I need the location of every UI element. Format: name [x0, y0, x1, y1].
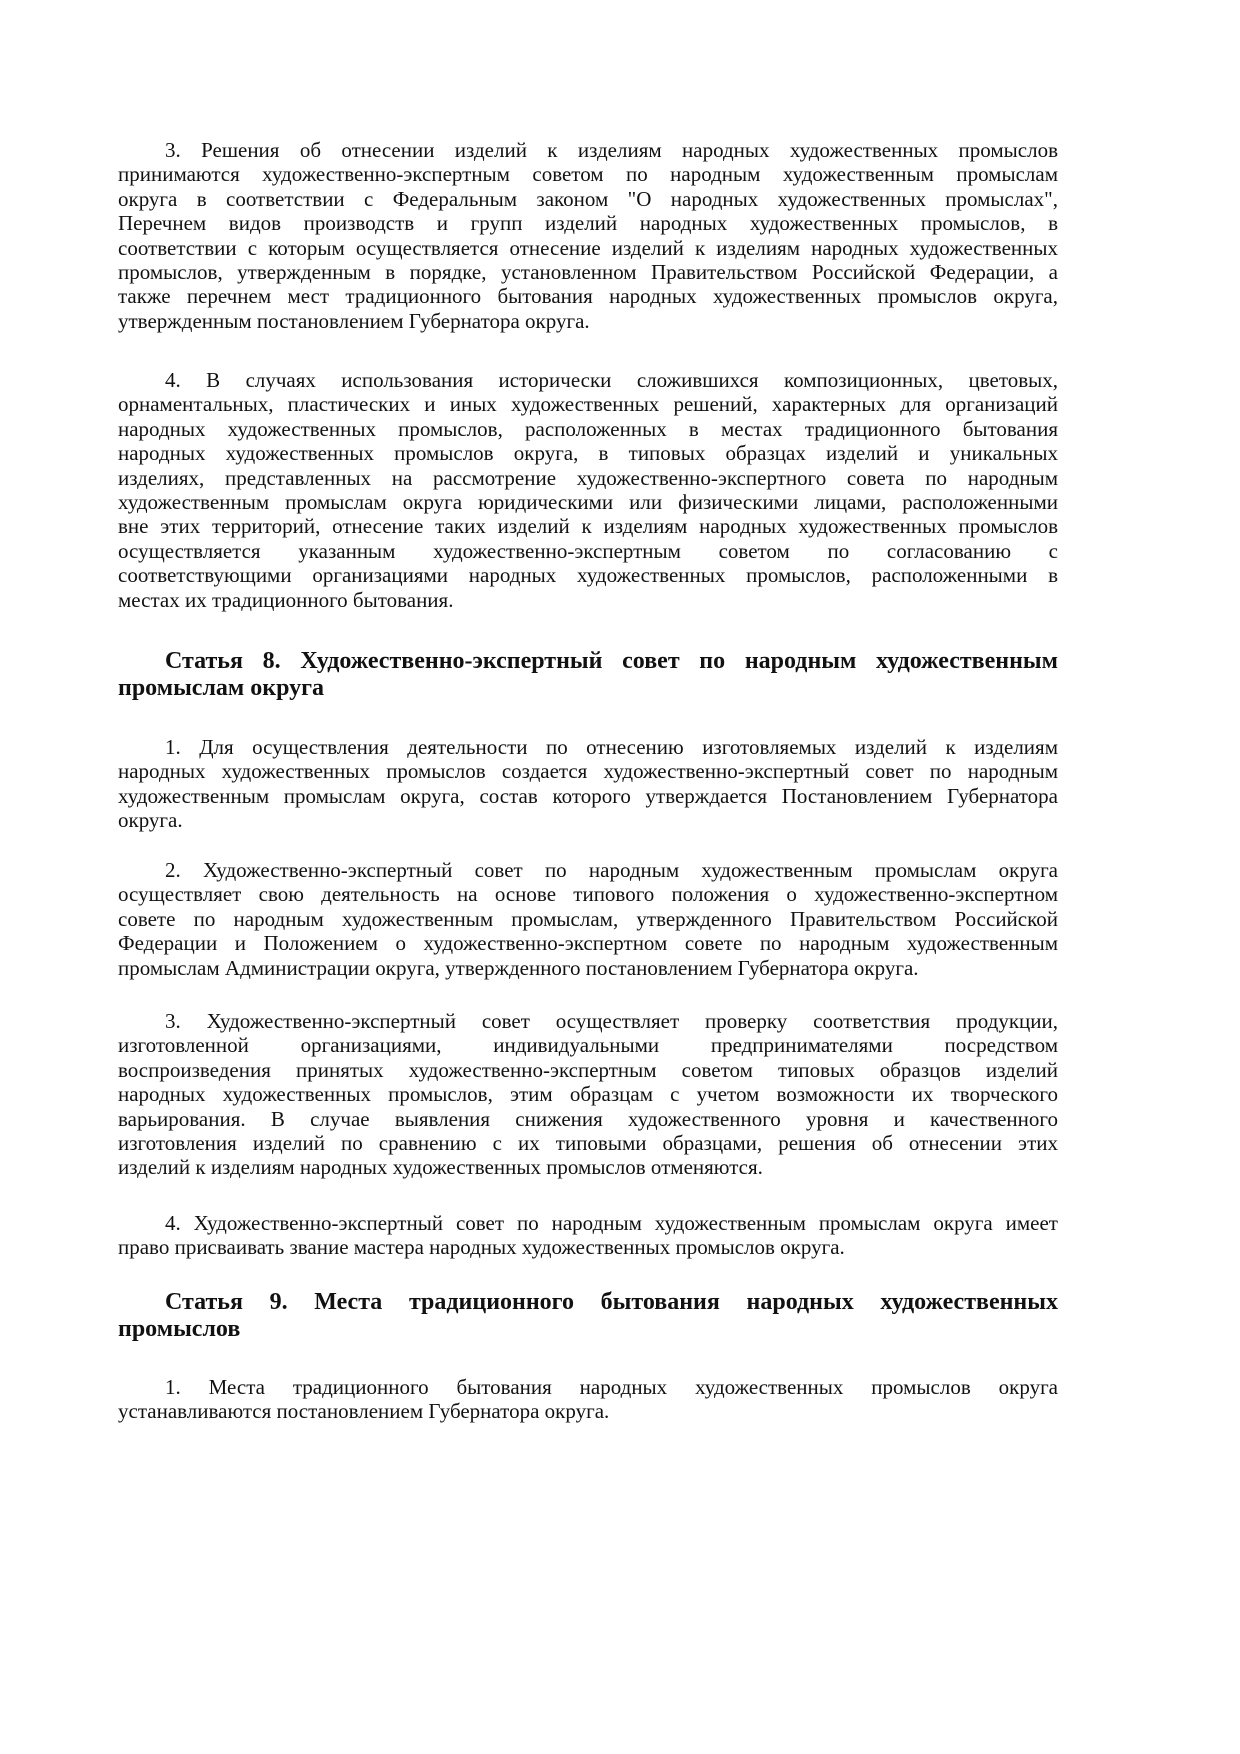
text-line: утвержденным постановлением Губернатора округа.: [118, 308, 590, 333]
paragraph: [118, 1375, 1058, 1424]
text-line: изделиях, представленных на рассмотрение художественно-экспертного совета по народным: [118, 465, 1058, 490]
section-heading: [118, 648, 1058, 702]
paragraph: [118, 735, 1058, 833]
text-line: художественным промыслам округа, состав которого утверждается Постановлением Губернатора: [118, 783, 1058, 808]
text-line: народных художественных промыслов округа, в типовых образцах изделий и уникальных: [118, 441, 1058, 466]
text-line: округа в соответствии с Федеральным законом "О народных художественных промыслах",: [118, 186, 1058, 211]
text-line: округа.: [118, 808, 183, 833]
text-line: орнаментальных, пластических и иных художественных решений, характерных для организаций: [118, 392, 1058, 417]
text-line: осуществляется указанным художественно-экспертным советом по согласованию с: [118, 538, 1058, 563]
paragraph: [118, 1211, 1058, 1260]
text-line: устанавливаются постановлением Губернатора округа.: [118, 1399, 610, 1424]
section-heading: [118, 1289, 1058, 1343]
text-line: Перечнем видов производств и групп изделий народных художественных промыслов, в: [118, 211, 1058, 236]
text-line: 4. Художественно-экспертный совет по народным художественным промыслам округа имеет: [165, 1211, 1058, 1235]
text-line: вне этих территорий, отнесение таких изделий к изделиям народных художественных промыслов: [118, 514, 1058, 539]
text-line: совете по народным художественным промыслам, утвержденного Правительством Российской: [118, 906, 1058, 931]
text-line: промыслов, утвержденным в порядке, установленном Правительством Российской Федерации, а: [118, 259, 1058, 284]
text-line: также перечнем мест традиционного бытования народных художественных промыслов округа,: [118, 284, 1058, 309]
text-line: промыслам округа: [118, 675, 325, 701]
text-line: соответствующими организациями народных художественных промыслов, расположенными в: [118, 563, 1058, 588]
text-line: 4. В случаях использования исторически сложившихся композиционных, цветовых,: [165, 368, 1058, 392]
paragraph: [118, 1009, 1058, 1180]
text-line: народных художественных промыслов, расположенных в местах традиционного бытования: [118, 416, 1058, 441]
text-line: промыслам Администрации округа, утвержденного постановлением Губернатора округа.: [118, 955, 919, 980]
text-line: народных художественных промыслов создается художественно-экспертный совет по народным: [118, 759, 1058, 784]
text-line: воспроизведения принятых художественно-экспертным советом типовых образцов изделий: [118, 1057, 1058, 1082]
text-line: Статья 8. Художественно-экспертный совет по народным художественным: [165, 648, 1058, 674]
text-line: право присваивать звание мастера народных художественных промыслов округа.: [118, 1235, 845, 1260]
text-line: изготовления изделий по сравнению с их типовыми образцами, решения об отнесении этих: [118, 1130, 1058, 1155]
text-line: соответствии с которым осуществляется отнесение изделий к изделиям народных художественных: [118, 235, 1058, 260]
text-line: принимаются художественно-экспертным советом по народным художественным промыслам: [118, 162, 1058, 187]
text-line: 3. Решения об отнесении изделий к изделиям народных художественных промыслов: [165, 138, 1058, 162]
text-line: 3. Художественно-экспертный совет осуществляет проверку соответствия продукции,: [165, 1009, 1058, 1033]
paragraph: [118, 138, 1058, 333]
text-line: 2. Художественно-экспертный совет по народным художественным промыслам округа: [165, 858, 1058, 882]
text-line: изготовленной организациями, индивидуальными предпринимателями посредством: [118, 1033, 1058, 1058]
paragraph: [118, 858, 1058, 980]
paragraph: [118, 368, 1058, 612]
text-line: изделий к изделиям народных художественных промыслов отменяются.: [118, 1155, 763, 1180]
text-line: осуществляет свою деятельность на основе типового положения о художественно-экспертном: [118, 882, 1058, 907]
text-line: промыслов: [118, 1316, 241, 1342]
text-line: Федерации и Положением о художественно-экспертном совете по народным художественным: [118, 931, 1058, 956]
text-line: 1. Места традиционного бытования народных художественных промыслов округа: [165, 1375, 1058, 1399]
text-line: варьирования. В случае выявления снижения художественного уровня и качественного: [118, 1106, 1058, 1131]
text-line: народных художественных промыслов, этим образцам с учетом возможности их творческого: [118, 1082, 1058, 1107]
text-line: художественным промыслам округа юридическими или физическими лицами, расположенными: [118, 489, 1058, 514]
text-line: Статья 9. Места традиционного бытования народных художественных: [165, 1289, 1058, 1315]
text-line: 1. Для осуществления деятельности по отнесению изготовляемых изделий к изделиям: [165, 735, 1058, 759]
text-line: местах их традиционного бытования.: [118, 587, 454, 612]
